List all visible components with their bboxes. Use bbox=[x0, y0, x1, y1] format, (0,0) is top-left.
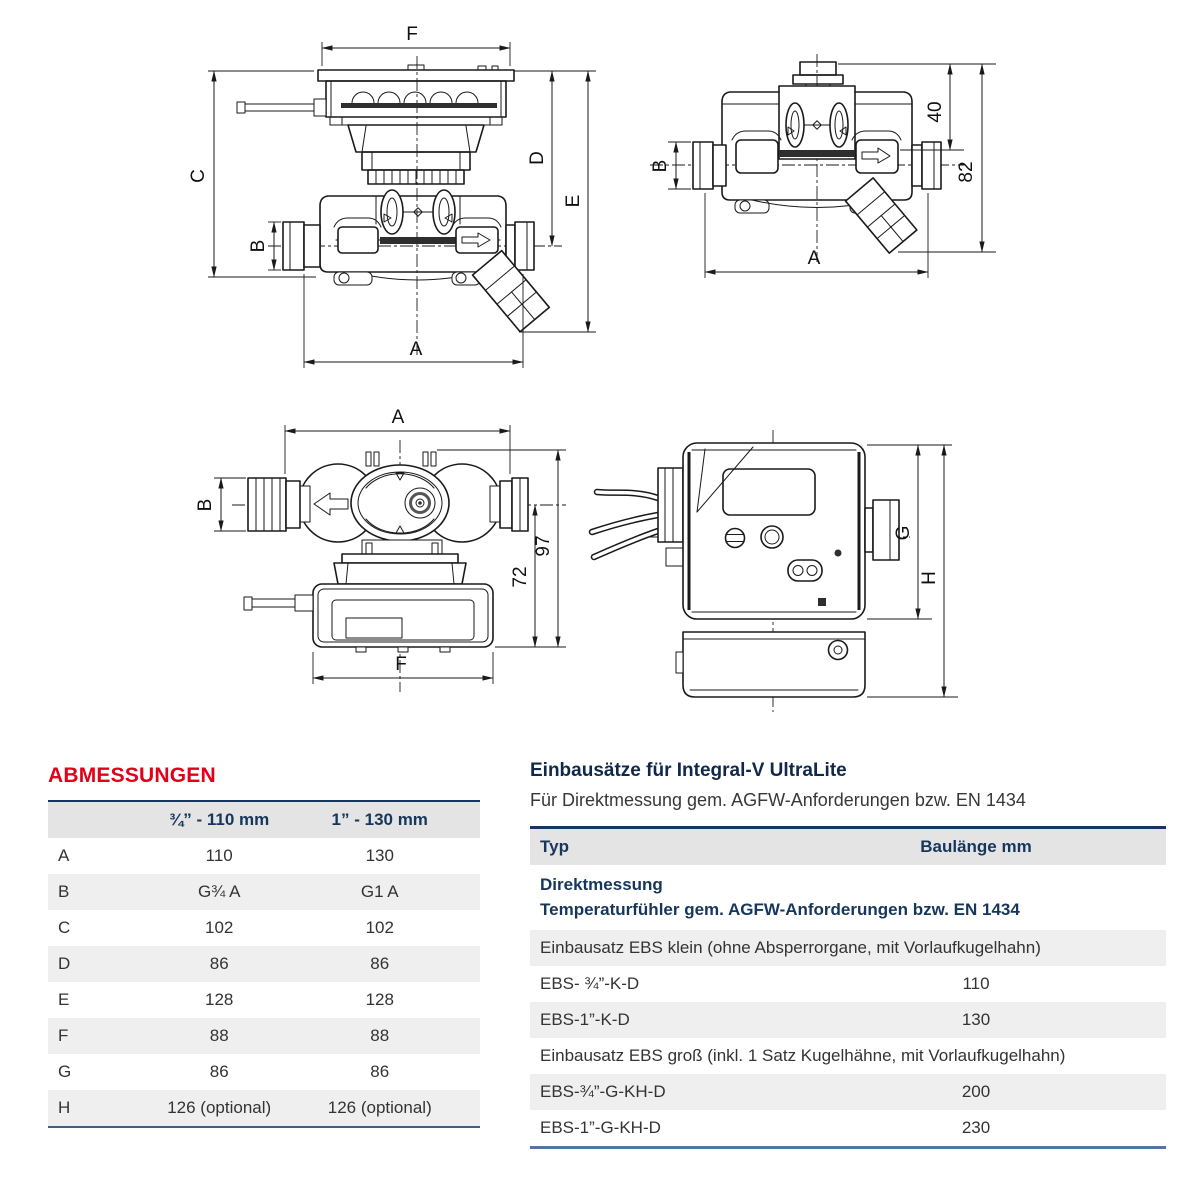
dim-label-40: 40 bbox=[925, 101, 946, 123]
dim-label-b3: B bbox=[195, 498, 216, 512]
dim-label-e: E bbox=[563, 194, 584, 208]
col-header-empty bbox=[48, 801, 134, 838]
dim-label-g: G bbox=[893, 525, 914, 541]
table-row: EBS-1”-G-KH-D 230 bbox=[540, 1118, 991, 1138]
dim-label-72: 72 bbox=[510, 566, 531, 588]
table-row: H 126 (optional) 126 (optional) bbox=[48, 1090, 480, 1127]
table-row: D 86 86 bbox=[48, 946, 480, 982]
dim-label-b2: B bbox=[650, 159, 671, 173]
section-line-2: Temperaturfühler gem. AGFW-Anforderungen bzw. EN 1434 bbox=[540, 899, 1020, 919]
installation-sets-title: Einbausätze für Integral-V UltraLite bbox=[530, 760, 847, 781]
drawing-front-view-body bbox=[650, 54, 996, 278]
table-row: B G¾ A G1 A bbox=[48, 874, 480, 910]
dim-label-f3: F bbox=[395, 654, 407, 675]
col-header-size-small: ¾” - 110 mm bbox=[134, 801, 305, 838]
installation-sets-section bbox=[530, 760, 1166, 1149]
section-line-1: Direktmessung bbox=[540, 875, 663, 894]
dimensions-section bbox=[48, 764, 480, 1128]
dim-label-d: D bbox=[527, 151, 548, 165]
dim-label-82: 82 bbox=[956, 161, 977, 183]
table-group-row: Einbausatz EBS groß (inkl. 1 Satz Kugelhähne, mit Vorlaufkugelhahn) bbox=[540, 1046, 1066, 1066]
dim-label-a3: A bbox=[391, 407, 405, 428]
dimensions-title: ABMESSUNGEN bbox=[48, 764, 216, 787]
dim-label-97: 97 bbox=[533, 535, 554, 557]
dim-label-a2: A bbox=[807, 248, 821, 269]
dim-label-f: F bbox=[406, 24, 418, 45]
col-header-baulaenge: Baulänge mm bbox=[826, 828, 1166, 866]
table-section-row bbox=[530, 865, 1166, 930]
drawing-top-view bbox=[195, 407, 566, 692]
installation-sets-table bbox=[530, 826, 1166, 1149]
dim-label-b: B bbox=[248, 239, 269, 253]
table-row: EBS-¾”-G-KH-D 200 bbox=[530, 1074, 1166, 1110]
table-header-row bbox=[48, 801, 480, 838]
table-group-row: Einbausatz EBS klein (ohne Absperrorgane, mit Vorlaufkugelhahn) bbox=[530, 930, 1166, 966]
table-row: EBS- ¾”-K-D 110 bbox=[540, 974, 990, 994]
table-row: EBS-1”-K-D 130 bbox=[530, 1002, 1166, 1038]
drawing-register-front-view bbox=[592, 430, 958, 712]
table-header-row bbox=[530, 828, 1166, 866]
drawing-side-view-with-register bbox=[188, 24, 596, 368]
table-row: E 128 128 bbox=[58, 990, 394, 1009]
table-row: C 102 102 bbox=[58, 918, 394, 937]
table-row: G 86 86 bbox=[58, 1062, 390, 1081]
dim-label-h: H bbox=[919, 571, 940, 585]
dim-label-a: A bbox=[409, 339, 423, 360]
table-row: F 88 88 bbox=[48, 1018, 480, 1054]
table-row: A 110 130 bbox=[58, 846, 394, 865]
col-header-size-large: 1” - 130 mm bbox=[305, 801, 481, 838]
col-header-typ: Typ bbox=[530, 828, 826, 866]
dimensions-table bbox=[48, 800, 480, 1128]
dim-label-c: C bbox=[188, 169, 209, 183]
installation-sets-subtitle: Für Direktmessung gem. AGFW-Anforderungen bzw. EN 1434 bbox=[530, 790, 1026, 810]
